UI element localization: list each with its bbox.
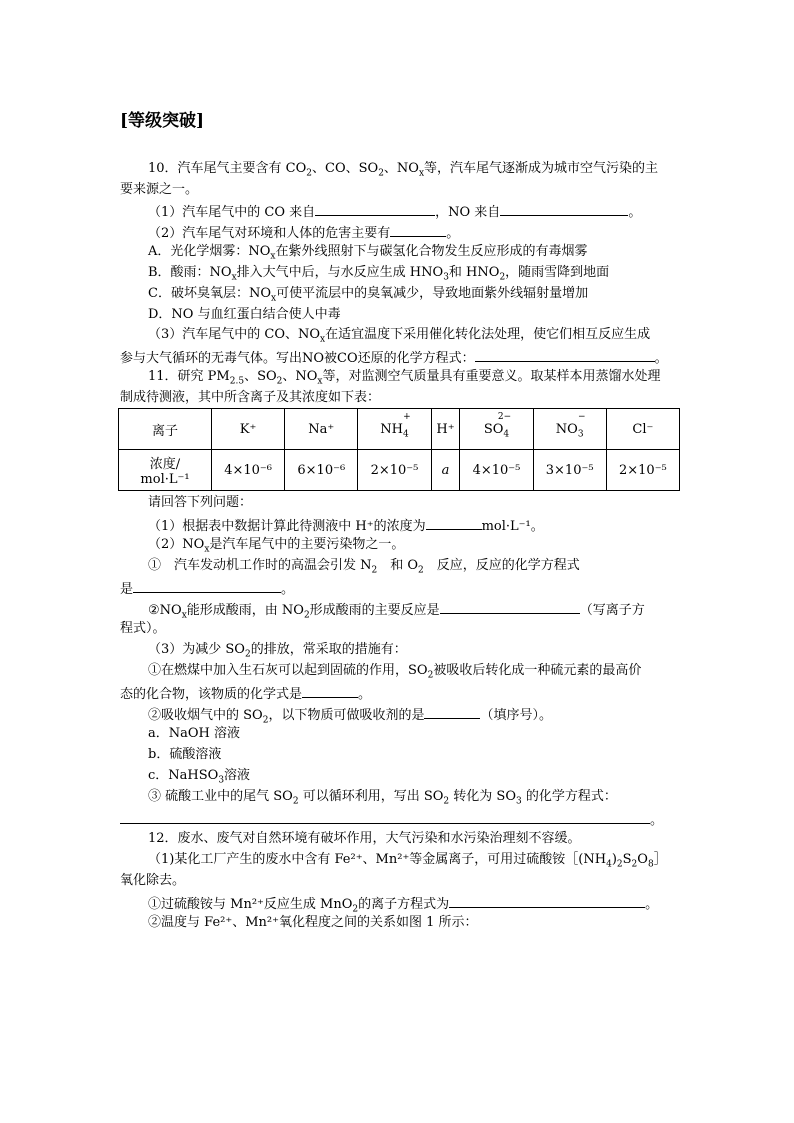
- q11-part1: （1）根据表中数据计算此待测液中 H⁺的浓度为 mol·L⁻¹。: [148, 515, 544, 536]
- table-header-cell: 离子: [119, 409, 212, 450]
- table-header-cell: K⁺: [212, 409, 285, 450]
- table-header-cell: $NH_4$ +: [358, 409, 431, 450]
- table-cell: 2×10⁻⁵: [358, 450, 431, 491]
- answer-blank[interactable]: [449, 893, 645, 908]
- section-title: [等级突破]: [120, 111, 205, 131]
- table-cell: 3×10⁻⁵: [533, 450, 606, 491]
- answer-blank[interactable]: [315, 201, 435, 216]
- q11-intro-line-2: 制成待测液，其中所含离子及其浓度如下表：: [120, 390, 381, 405]
- q11-part2-1-line-1: ① 汽车发动机工作时的高温会引发 $N_2$ 和 $O_2$ 反应，反应的化学方程式: [148, 558, 580, 576]
- table-header-cell: Na⁺: [285, 409, 358, 450]
- answer-blank[interactable]: [475, 347, 655, 362]
- table-header-cell: H⁺: [431, 409, 460, 450]
- q11-option-c: c．NaHSO$_3$溶液: [148, 768, 251, 786]
- q12-part1-1: ①过硫酸铵与 Mn²⁺反应生成 MnO$_2$的离子方程式为 。: [148, 893, 658, 914]
- q11-part3-3: ③ 硫酸工业中的尾气 $SO_2$ 可以循环利用，写出 $SO_2$ 转化为 $SO_3$ 的化学方程式：: [148, 789, 617, 807]
- q11-part3-1-line-1: ①在燃煤中加入生石灰可以起到固硫的作用，$SO_2$被吸收后转化成一种硫元素的最高价: [148, 663, 642, 681]
- q10-option-b: B．酸雨：$NO_x$排入大气中后，与水反应生成 $HNO_3$和 $HNO_2$，随雨雪降到地面: [148, 265, 610, 283]
- table-cell: 2×10⁻⁵: [606, 450, 679, 491]
- q10-part3-line-2: 参与大气循环的无毒气体。写出NO被CO还原的化学方程式： 。: [120, 347, 668, 368]
- q11-part3-3-answer-line: 。: [120, 809, 663, 830]
- q12-part1-line-2: 氧化除去。: [120, 873, 186, 888]
- table-header-cell: $NO_3$ −: [533, 409, 606, 450]
- q10-intro-line-1: 10．汽车尾气主要含有 $CO_2$、CO、$SO_2$、$NO_x$等，汽车尾气逐渐成为城市空气污染的主: [148, 161, 659, 179]
- answer-blank[interactable]: [426, 515, 482, 530]
- q11-option-b: b．硫酸溶液: [148, 747, 222, 762]
- answer-blank[interactable]: [302, 683, 358, 698]
- q11-part2: $(2)NO_x$是汽车尾气中的主要污染物之一。: [148, 537, 405, 555]
- table-header-row: [119, 409, 680, 450]
- table-cell: 4×10⁻⁵: [460, 450, 533, 491]
- answer-blank[interactable]: [440, 599, 580, 614]
- q11-part2-2-line-1: $②NO_x$能形成酸雨，由 $NO_2$形成酸雨的主要反应是 （写离子方: [148, 599, 645, 620]
- q11-intro-line-1: 11．研究 $PM_{2.5}$、$SO_2$、$NO_x$等，对监测空气质量具有重要意义。取某样本用蒸馏水处理: [148, 369, 661, 387]
- table-cell: 6×10⁻⁶: [285, 450, 358, 491]
- table-cell: a: [431, 450, 460, 491]
- ion-concentration-table: [118, 408, 680, 491]
- answer-blank[interactable]: [120, 809, 650, 824]
- q10-option-d: D．NO 与血红蛋白结合使人中毒: [148, 307, 341, 322]
- answer-blank[interactable]: [424, 704, 480, 719]
- table-cell: 4×10⁻⁶: [212, 450, 285, 491]
- q12-intro: 12．废水、废气对自然环境有破坏作用，大气污染和水污染治理刻不容缓。: [148, 831, 581, 846]
- q12-part1-line-1: （1)某化工厂产生的废水中含有 Fe²⁺、Mn²⁺等金属离子，可用过硫酸铵$[(NH_4)_2S_2O_8]$: [148, 852, 667, 870]
- q11-part3-1-line-2: 态的化合物，该物质的化学式是 。: [120, 683, 371, 704]
- q10-intro-line-2: 要来源之一。: [120, 182, 199, 197]
- q10-part3-line-1: （3）汽车尾气中的 CO、$NO_x$在适宜温度下采用催化转化法处理，使它们相互反应生成: [148, 327, 651, 345]
- q10-option-c: C．破坏臭氧层：$NO_x$可使平流层中的臭氧减少，导致地面紫外线辐射量增加: [148, 286, 589, 304]
- table-row: [119, 450, 680, 491]
- table-header-cell: Cl⁻: [606, 409, 679, 450]
- answer-blank[interactable]: [500, 201, 628, 216]
- answer-blank[interactable]: [390, 222, 446, 237]
- q11-option-a: a．NaOH 溶液: [148, 726, 241, 741]
- answer-blank[interactable]: [133, 578, 281, 593]
- q10-part1: （1）汽车尾气中的 CO 来自 ，NO 来自 。: [148, 201, 641, 222]
- table-row-label: 浓度/ mol·L⁻¹: [119, 450, 212, 491]
- table-header-cell: $SO_4$ 2−: [460, 409, 533, 450]
- q12-part1-2: ②温度与 Fe²⁺、Mn²⁺氧化程度之间的关系如图 1 所示：: [148, 915, 478, 930]
- q11-part2-1-line-2: 是 。: [120, 578, 294, 599]
- q11-part2-2-line-2: 程式）。: [120, 621, 166, 636]
- q11-part3: （3）为减少 $SO_2$的排放，常采取的措施有：: [148, 642, 407, 660]
- q10-part2: （2）汽车尾气对环境和人体的危害主要有 。: [148, 222, 459, 243]
- q11-part3-2: ②吸收烟气中的 $SO_2$，以下物质可做吸收剂的是 （填序号）。: [148, 704, 552, 725]
- q11-ask: 请回答下列问题：: [148, 495, 253, 510]
- q10-option-a: A．光化学烟雾：$NO_x$在紫外线照射下与碳氢化合物发生反应形成的有毒烟雾: [148, 244, 588, 262]
